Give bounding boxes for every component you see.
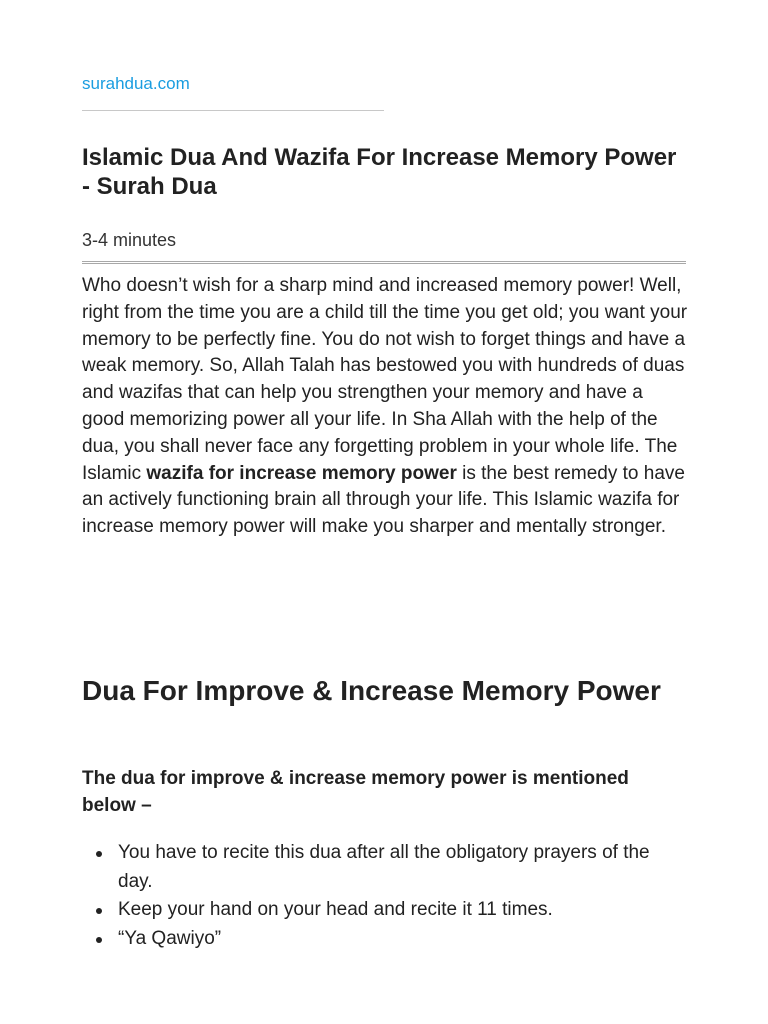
intro-paragraph bbox=[82, 273, 688, 541]
intro-text-2: is the best remedy to have an actively functioning brain all through your life. This Islamic wazifa for increase memory power will make you sharper and mentally stronger. bbox=[82, 462, 685, 538]
list-item-text: “Ya Qawiyo” bbox=[118, 927, 222, 949]
article-title: Islamic Dua And Wazifa For Increase Memory Power - Surah Dua bbox=[82, 144, 677, 200]
bullet-icon bbox=[96, 908, 102, 914]
source-divider bbox=[82, 110, 384, 111]
header-divider bbox=[82, 261, 686, 264]
list-item-text: You have to recite this dua after all the obligatory prayers of the day. bbox=[118, 842, 650, 892]
section-lead: The dua for improve & increase memory power is mentioned below – bbox=[82, 768, 629, 816]
reading-time: 3-4 minutes bbox=[82, 230, 177, 250]
list-item bbox=[82, 925, 688, 954]
bullet-icon bbox=[96, 937, 102, 943]
list-item bbox=[82, 839, 688, 896]
list-item bbox=[82, 896, 688, 925]
instruction-list bbox=[82, 839, 688, 953]
intro-text-1: Who doesn’t wish for a sharp mind and increased memory power! Well, right from the time you are a child till the time you get old; you want your memory to be perfectly fine. You do not wish to forget things and have a weak memory. So, Allah Talah has bestowed you with hundreds of duas and wazifas that can help you strengthen your memory and have a good memorizing power all your life. In Sha Allah with the help of the dua, you shall never face any forgetting problem in your whole life. The Islamic bbox=[82, 275, 688, 484]
list-item-text: Keep your hand on your head and recite it 11 times. bbox=[118, 899, 553, 920]
bullet-icon bbox=[96, 851, 102, 857]
section-heading: Dua For Improve & Increase Memory Power bbox=[82, 675, 661, 706]
site-source-link[interactable]: surahdua.com bbox=[82, 74, 190, 93]
intro-bold-keyword: wazifa for increase memory power bbox=[146, 462, 457, 484]
